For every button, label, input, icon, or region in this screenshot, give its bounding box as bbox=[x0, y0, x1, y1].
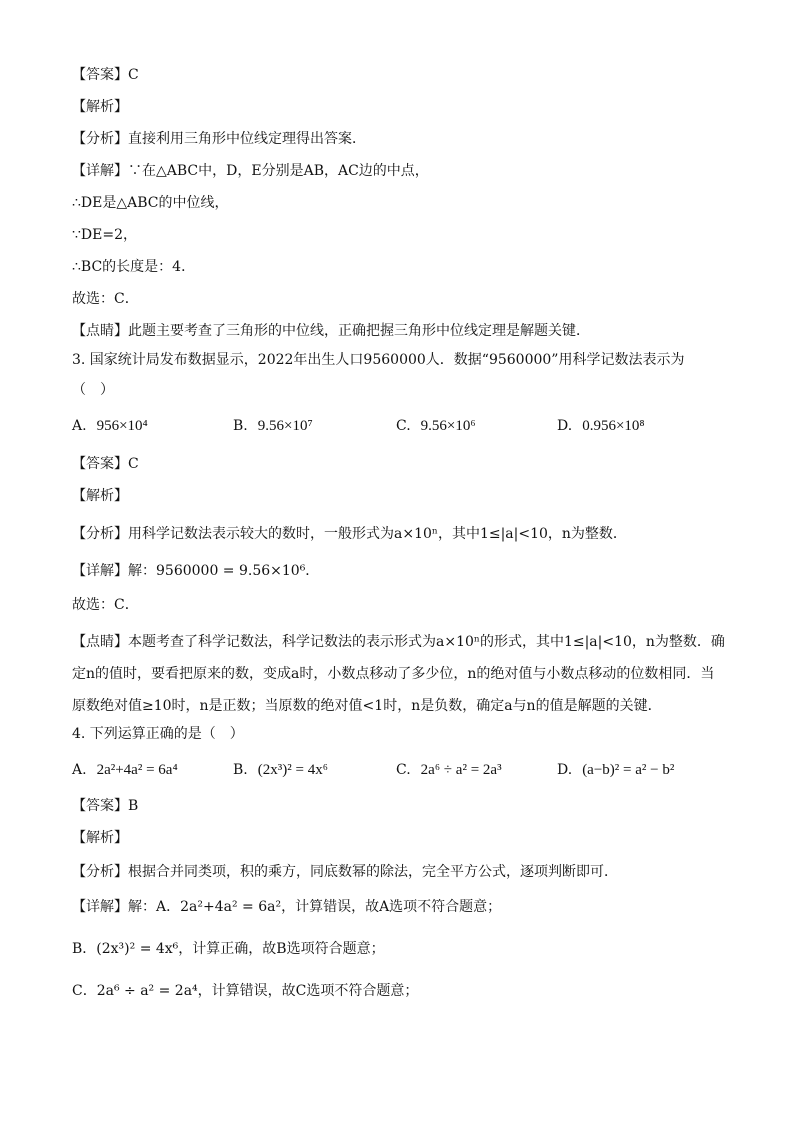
option-label: D. bbox=[557, 762, 573, 778]
analysis-heading: 【解析】 bbox=[72, 488, 128, 504]
choice-line: 故选：C． bbox=[72, 597, 139, 613]
answer-line: 【答案】C bbox=[72, 67, 139, 83]
option-text: 956×10⁴ bbox=[96, 418, 148, 434]
analysis-line: 【分析】根据合并同类项，积的乘方，同底数幂的除法，完全平方公式，逐项判断即可． bbox=[72, 864, 618, 880]
question-4-stem: 4. 下列运算正确的是（ ） bbox=[72, 726, 244, 742]
option-text: 2a²+4a² = 6a⁴ bbox=[96, 762, 178, 778]
analysis-line: 【分析】直接利用三角形中位线定理得出答案． bbox=[72, 131, 366, 147]
q4-option-d bbox=[557, 760, 674, 780]
analysis-line: 【分析】用科学记数法表示较大的数时，一般形式为a×10ⁿ，其中1≤|a|<10，n为整数． bbox=[72, 526, 627, 542]
choice-line: 故选：C． bbox=[72, 291, 139, 307]
detail-line: C．2a⁶ ÷ a² = 2a⁴，计算错误，故C选项不符合题意； bbox=[72, 983, 419, 999]
option-text: (a−b)² = a² − b² bbox=[582, 762, 675, 778]
comment-line: 原数绝对值≥10时，n是正数；当原数的绝对值<1时，n是负数，确定a与n的值是解题的关键． bbox=[72, 698, 662, 714]
comment-line: 【点睛】本题考查了科学记数法，科学记数法的表示形式为a×10ⁿ的形式，其中1≤|a|<10，n为整数．确 bbox=[72, 634, 725, 650]
question-3-stem: 3. 国家统计局发布数据显示，2022年出生人口9560000人．数据“9560000”用科学记数法表示为 bbox=[72, 352, 685, 368]
option-text: 2a⁶ ÷ a² = 2a³ bbox=[420, 762, 502, 778]
detail-line: 【详解】∵在△ABC中，D，E分别是AB，AC边的中点， bbox=[72, 163, 429, 179]
option-text: 9.56×10⁷ bbox=[257, 418, 313, 434]
answer-line: 【答案】C bbox=[72, 456, 139, 472]
option-label: A. bbox=[72, 762, 87, 778]
analysis-heading: 【解析】 bbox=[72, 830, 128, 846]
q3-option-d bbox=[557, 416, 645, 436]
comment-line: 定n的值时，要看把原来的数，变成a时，小数点移动了多少位，n的绝对值与小数点移动的位数相同．当 bbox=[72, 666, 715, 682]
detail-line: ∵DE=2， bbox=[72, 227, 137, 243]
detail-line: B．(2x³)² = 4x⁶，计算正确，故B选项符合题意； bbox=[72, 941, 385, 957]
analysis-heading: 【解析】 bbox=[72, 99, 128, 115]
option-label: C. bbox=[396, 762, 411, 778]
option-label: D. bbox=[557, 418, 573, 434]
option-label: C. bbox=[396, 418, 411, 434]
question-3-blank: （ ） bbox=[72, 382, 114, 398]
q4-option-c bbox=[396, 760, 502, 780]
detail-line: ∴BC的长度是：4． bbox=[72, 259, 196, 275]
option-label: B. bbox=[233, 418, 248, 434]
answer-line: 【答案】B bbox=[72, 798, 139, 814]
q4-option-b bbox=[233, 760, 328, 780]
q3-option-a bbox=[72, 416, 148, 436]
option-label: A. bbox=[72, 418, 87, 434]
q3-option-c bbox=[396, 416, 476, 436]
option-text: 0.956×10⁸ bbox=[582, 418, 645, 434]
detail-line: ∴DE是△ABC的中位线， bbox=[72, 195, 229, 211]
q4-option-a bbox=[72, 760, 178, 780]
option-text: 9.56×10⁶ bbox=[420, 418, 476, 434]
comment-line: 【点睛】此题主要考查了三角形的中位线，正确把握三角形中位线定理是解题关键． bbox=[72, 323, 590, 339]
option-text: (2x³)² = 4x⁶ bbox=[257, 762, 328, 778]
detail-line: 【详解】解：9560000 = 9.56×10⁶． bbox=[72, 563, 320, 579]
detail-line: 【详解】解：A．2a²+4a² = 6a²，计算错误，故A选项不符合题意； bbox=[72, 899, 502, 915]
option-label: B. bbox=[233, 762, 248, 778]
q3-option-b bbox=[233, 416, 313, 436]
